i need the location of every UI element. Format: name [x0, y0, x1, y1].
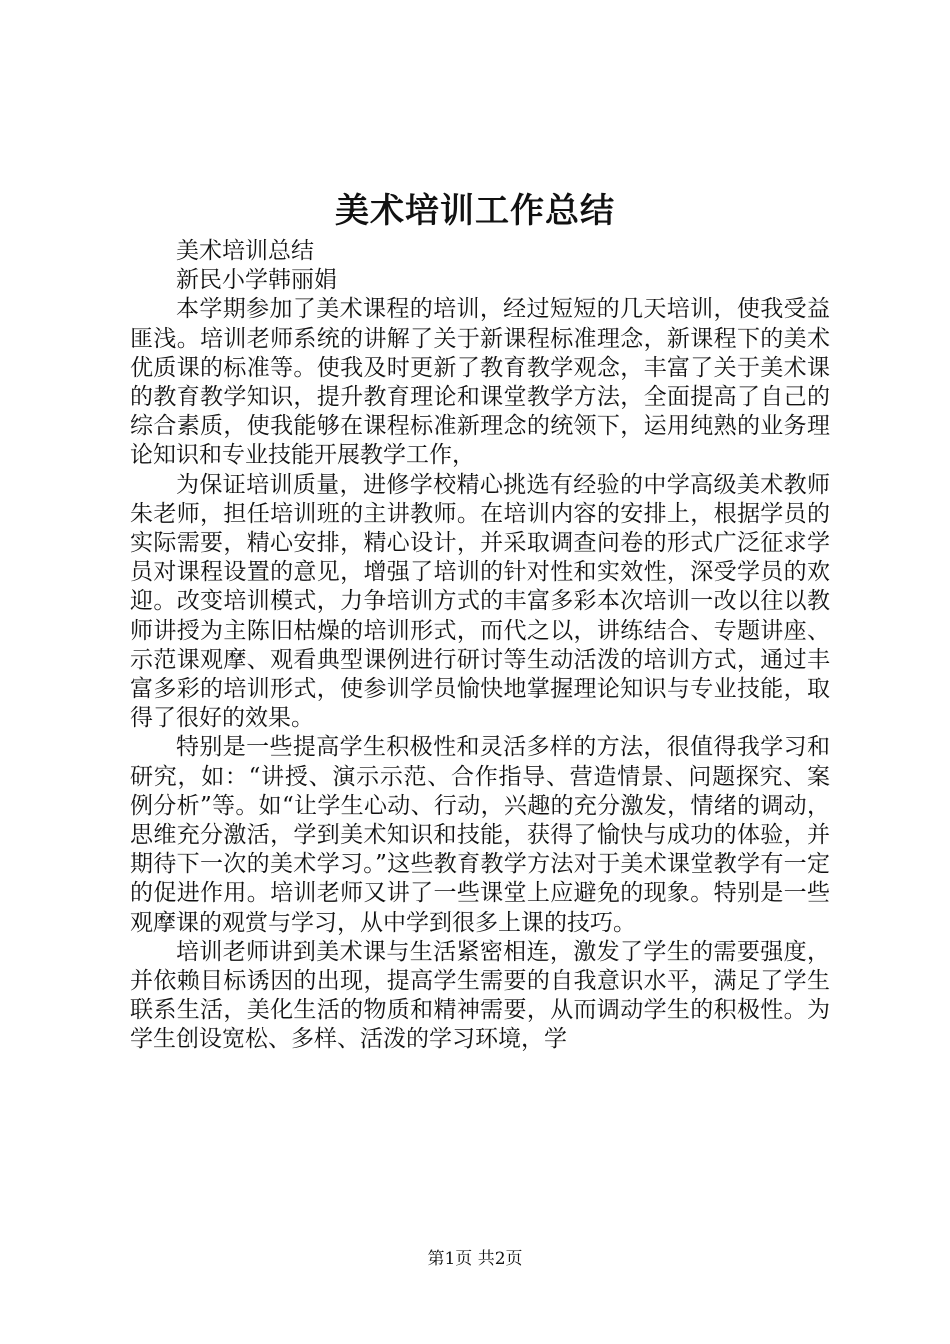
document-title: 美术培训工作总结: [335, 191, 615, 231]
body-paragraph: 培训老师讲到美术课与生活紧密相连，激发了学生的需要强度，并依赖目标诱因的出现，提高学生需要的自我意识水平，满足了学生联系生活，美化生活的物质和精神需要，从而调动学生的积极性。为学生创设宽松、多样、活泼的学习环境，学: [130, 938, 830, 1053]
document-body: [130, 237, 830, 1055]
page-footer: 第1页 共2页: [427, 1249, 523, 1269]
author-line: 新民小学韩丽娟: [176, 267, 337, 294]
body-paragraph: 本学期参加了美术课程的培训，经过短短的几天培训，使我受益匪浅。培训老师系统的讲解了关于新课程标准理念，新课程下的美术优质课的标准等。使我及时更新了教育教学观念，丰富了关于美术课的教育教学知识，提升教育理论和课堂教学方法，全面提高了自己的综合素质，使我能够在课程标准新理念的统领下，运用纯熟的业务理论知识和专业技能开展教学工作，: [130, 296, 830, 469]
body-paragraph: 特别是一些提高学生积极性和灵活多样的方法，很值得我学习和研究，如：“讲授、演示示范、合作指导、营造情景、问题探究、案例分析”等。如“让学生心动、行动，兴趣的充分激发，情绪的调动，思维充分激活，学到美术知识和技能，获得了愉快与成功的体验，并期待下一次的美术学习。”这些教育教学方法对于美术课堂教学有一定的促进作用。培训老师又讲了一些课堂上应避免的现象。特别是一些观摩课的观赏与学习，从中学到很多上课的技巧。: [130, 734, 830, 936]
subtitle-line: 美术培训总结: [176, 238, 314, 264]
body-paragraph: 为保证培训质量，进修学校精心挑选有经验的中学高级美术教师朱老师，担任培训班的主讲教师。在培训内容的安排上，根据学员的实际需要，精心安排，精心设计，并采取调查问卷的形式广泛征求学员对课程设置的意见，增强了培训的针对性和实效性，深受学员的欢迎。改变培训模式，力争培训方式的丰富多彩本次培训一改以往以教师讲授为主陈旧枯燥的培训形式，而代之以，讲练结合、专题讲座、示范课观摩、观看典型课例进行研讨等生动活泼的培训方式，通过丰富多彩的培训形式，使参训学员愉快地掌握理论知识与专业技能，取得了很好的效果。: [130, 471, 830, 732]
